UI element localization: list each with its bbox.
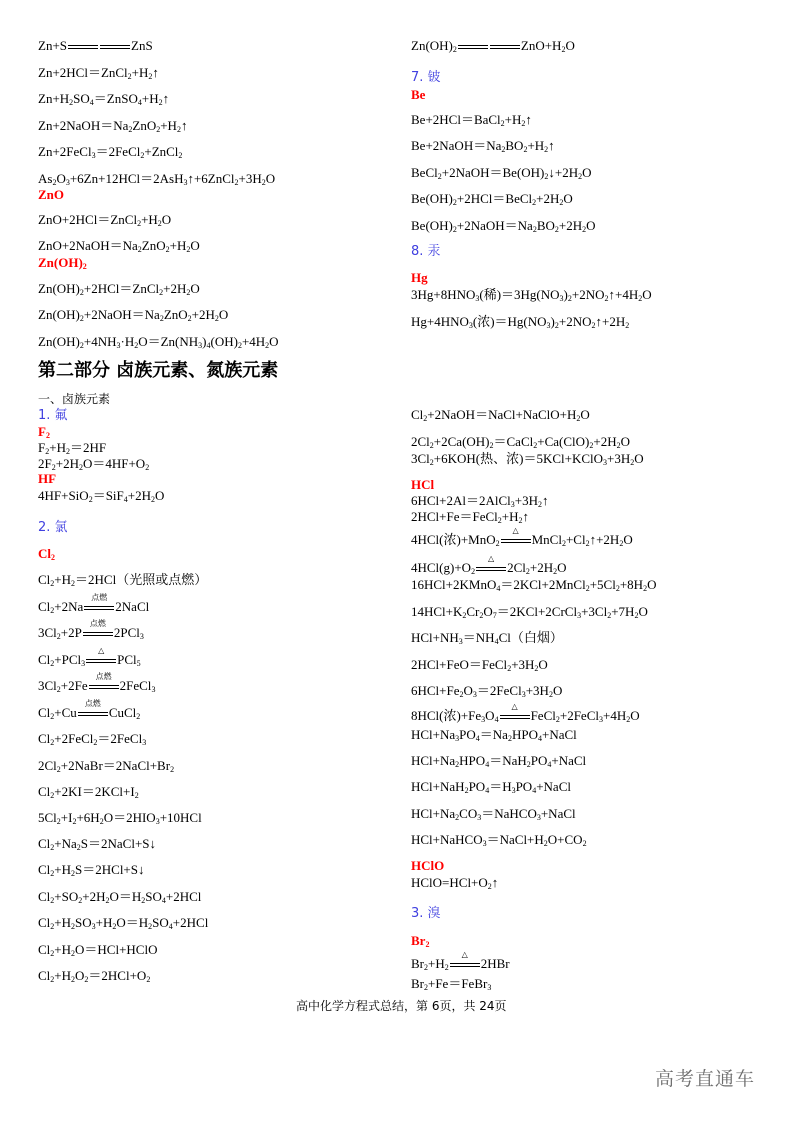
- equation-cl2-h2: $Cl_2+H_2=2HCl$（光照或点燃）: [38, 572, 208, 588]
- equation-hf-sio2: $4HF+SiO_2=SiF_4+2H_2O$: [38, 488, 165, 504]
- equation-cl2-na2s: $Cl_2+Na_2S=2NaCl+S↓$: [38, 836, 157, 852]
- heading-mercury: 8. 汞: [411, 244, 441, 259]
- equation-hcl-k2cr2o7: $14HCl+K_2Cr_2O_7=2KCl+2CrCl_3+3Cl_2+7H_2O$: [411, 604, 648, 620]
- heading-beryllium: 7. 铍: [411, 70, 441, 85]
- equation-zno-hcl: $ZnO+2HCl=ZnCl_2+H_2O$: [38, 212, 172, 228]
- equation-becl2-naoh: $BeCl_2+2NaOH=Be(OH)_2↓+2H_2O$: [411, 165, 592, 181]
- equation-be-oh2-hcl: $Be(OH)_2+2HCl=BeCl_2+2H_2O$: [411, 191, 573, 207]
- equation-cl2-fe: $3Cl_2+2Fe$ 点燃 2FeCl$_3$: [38, 672, 156, 694]
- page-footer: 高中化学方程式总结，第 6页，共 24页: [296, 999, 507, 1013]
- equation-hcl-kmno4: $16HCl+2KMnO_4=2KCl+2MnCl_2+5Cl_2+8H_2O$: [411, 577, 657, 593]
- equation-hclo-decompose: $HClO=HCl+O_2↑$: [411, 875, 499, 891]
- equation-hcl-na2hpo4: $HCl+Na_2HPO_4=NaH_2PO_4+NaCl$: [411, 753, 587, 769]
- heading-bromine: 3. 溴: [411, 906, 441, 921]
- heading-chlorine: 2. 氯: [38, 520, 68, 535]
- heading-zno: ZnO: [38, 187, 65, 202]
- heading-hclo: HClO: [411, 858, 445, 873]
- equation-br2-fe: $Br_2+Fe=FeBr_3$: [411, 976, 492, 992]
- equation-hcl-fe3o4: 8HCl(浓)$+Fe_3O_4$ △ $FeCl_2+2FeCl_3+4H_2O$: [411, 702, 640, 724]
- equation-hcl-na2co3: $HCl+Na_2CO_3=NaHCO_3+NaCl$: [411, 806, 576, 822]
- section-title: 一、卤族元素: [38, 392, 111, 406]
- equation-zn-oh2-hcl: $Zn(OH)_2+2HCl=ZnCl_2+2H_2O$: [38, 281, 200, 297]
- equation-hcl-fe: $2HCl+Fe=FeCl_2+H_2↑$: [411, 509, 530, 525]
- equation-hcl-nh3: $HCl+NH_3=NH_4Cl$（白烟）: [411, 630, 563, 646]
- equation-cl2-so2: $Cl_2+SO_2+2H_2O=H_2SO_4+2HCl$: [38, 889, 202, 905]
- equation-br2-h2: $Br_2+H_2$ △ 2HBr: [411, 950, 510, 972]
- equation-zn-h2so4: $Zn+H_2SO_4=ZnSO_4+H_2↑$: [38, 91, 170, 107]
- heading-hf: HF: [38, 471, 57, 486]
- equation-cl2-koh: $3Cl_2+6KOH$(热、浓)$=5KCl+KClO_3+3H_2O$: [411, 451, 644, 467]
- equation-hcl-feo: $2HCl+FeO=FeCl_2+3H_2O$: [411, 657, 548, 673]
- equation-zn-oh2-nh3: $Zn(OH)_2+4NH_3\cdot H_2O=Zn(NH_3)_4(OH)_2+4H_2O$: [38, 334, 279, 350]
- equation-cl2-fecl2: $Cl_2+2FeCl_2=2FeCl_3$: [38, 731, 147, 747]
- equation-zno-naoh: $ZnO+2NaOH=Na_2ZnO_2+H_2O$: [38, 238, 200, 254]
- equation-zn-hcl: $Zn+2HCl=ZnCl_2+H_2↑$: [38, 65, 159, 81]
- equation-cl2-pcl3: $Cl_2+PCl_3$ △ PCl$_5$: [38, 646, 141, 668]
- heading-hg: Hg: [411, 270, 428, 285]
- equation-cl2-caoh2: $2Cl_2+2Ca(OH)_2=CaCl_2+Ca(ClO)_2+2H_2O$: [411, 434, 630, 450]
- equation-hcl-fe2o3: $6HCl+Fe_2O_3=2FeCl_3+3H_2O$: [411, 683, 563, 699]
- equation-cl2-h2o: $Cl_2+H_2O=HCl+HClO$: [38, 942, 158, 958]
- equation-zn-oh2-naoh: $Zn(OH)_2+2NaOH=Na_2ZnO_2+2H_2O$: [38, 307, 229, 323]
- equation-cl2-h2so3: $Cl_2+H_2SO_3+H_2O=H_2SO_4+2HCl$: [38, 915, 209, 931]
- equation-cl2-na: $Cl_2+2Na$ 点燃 2NaCl: [38, 593, 150, 615]
- equation-hcl-nah2po4: $HCl+NaH_2PO_4=H_3PO_4+NaCl$: [411, 779, 571, 795]
- equation-cl2-i2: $5Cl_2+I_2+6H_2O=2HIO_3+10HCl$: [38, 810, 202, 826]
- equation-cl2-h2s: $Cl_2+H_2S=2HCl+S↓$: [38, 862, 145, 878]
- equation-cl2-h2o2: $Cl_2+H_2O_2=2HCl+O_2$: [38, 968, 151, 984]
- equation-zn-naoh: $Zn+2NaOH=Na_2ZnO_2+H_2↑$: [38, 118, 188, 134]
- equation-be-naoh: $Be+2NaOH=Na_2BO_2+H_2↑$: [411, 138, 555, 154]
- heading-f2: $F_2$: [38, 424, 50, 440]
- watermark-logo: 高考直通车: [655, 1068, 756, 1090]
- equation-hcl-mno2: 4HCl(浓)+MnO$_2$ △ $MnCl_2+Cl_2↑+2H_2O$: [411, 526, 633, 548]
- heading-cl2: $Cl_2$: [38, 546, 55, 562]
- equation-zn-s: Zn+S ZnS: [38, 38, 153, 53]
- equation-zn-oh2-decompose: $Zn(OH)_2$ $ZnO+H_2O$: [411, 38, 575, 54]
- equation-f2-h2o: $2F_2+2H_2O=4HF+O_2$: [38, 456, 150, 472]
- heading-zn-oh-2: $Zn(OH)_2$: [38, 255, 87, 271]
- equation-cl2-naoh: $Cl_2+2NaOH=NaCl+NaClO+H_2O$: [411, 407, 590, 423]
- equation-cl2-nabr: $2Cl_2+2NaBr=2NaCl+Br_2$: [38, 758, 175, 774]
- heading-fluorine: 1. 氟: [38, 408, 68, 423]
- heading-br2: $Br_2$: [411, 933, 430, 949]
- equation-hcl-o2: $4HCl(g)+O_2$ △ $2Cl_2+2H_2O$: [411, 554, 567, 576]
- equation-cl2-cu: $Cl_2+Cu$ 点燃 CuCl$_2$: [38, 699, 141, 721]
- equation-hcl-na3po4: $HCl+Na_3PO_4=Na_2HPO_4+NaCl$: [411, 727, 577, 743]
- equation-hg-conc-hno3: $Hg+4HNO_3$(浓)$=Hg(NO_3)_2+2NO_2↑+2H_2$: [411, 314, 630, 330]
- equation-cl2-p: $3Cl_2+2P$ 点燃 2PCl$_3$: [38, 619, 144, 641]
- equation-hcl-nahco3: $HCl+NaHCO_3=NaCl+H_2O+CO_2$: [411, 832, 587, 848]
- equation-zn-fecl3: Zn+2FeCl$_3$＝2FeCl$_2$+ZnCl$_2$: [38, 144, 183, 160]
- part-title: 第二部分 卤族元素、氮族元素: [38, 360, 279, 381]
- equation-be-oh2-naoh: $Be(OH)_2+2NaOH=Na_2BO_2+2H_2O$: [411, 218, 596, 234]
- heading-hcl: HCl: [411, 477, 435, 492]
- equation-hg-dilute-hno3: $3Hg+8HNO_3$(稀)$=3Hg(NO_3)_2+2NO_2↑+4H_2O$: [411, 287, 652, 303]
- heading-be: Be: [411, 87, 426, 102]
- equation-be-hcl: $Be+2HCl=BaCl_2+H_2↑$: [411, 112, 532, 128]
- equation-as2o3-zn: $As_2O_3+6Zn+12HCl=2AsH_3↑+6ZnCl_2+3H_2O$: [38, 171, 276, 187]
- equation-hcl-al: $6HCl+2Al=2AlCl_3+3H_2↑$: [411, 493, 549, 509]
- equation-cl2-ki: $Cl_2+2KI=2KCl+I_2$: [38, 784, 139, 800]
- equation-f2-h2: $F_2+H_2=2HF$: [38, 440, 107, 456]
